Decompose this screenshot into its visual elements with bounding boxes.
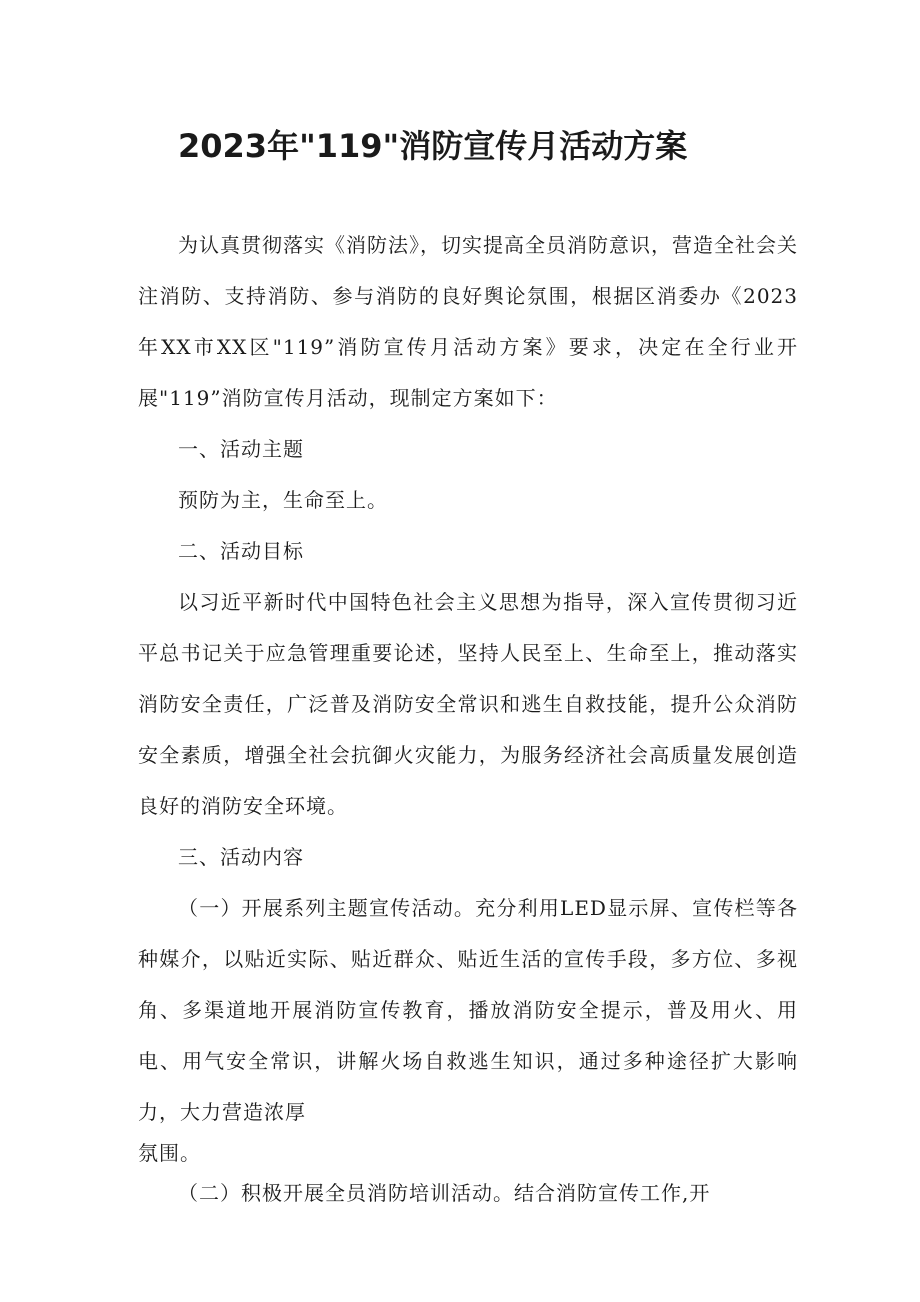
intro-paragraph: 为认真贯彻落实《消防法》，切实提高全员消防意识，营造全社会关注消防、支持消防、参与消防的良好舆论氛围，根据区消委办《2023年XX市XX区"119”消防宣传月活动方案》要求，决定在全行业开展"119”消防宣传月活动，现制定方案如下： [138,233,798,410]
document-body [138,220,798,1219]
section-heading-content: 三、活动内容 [178,845,304,869]
section-heading-theme: 一、活动主题 [178,437,304,461]
document-title: 2023年"119"消防宣传月活动方案 [178,127,688,165]
content-item-2-paragraph: （二）积极开展全员消防培训活动。结合消防宣传工作,开 [178,1181,711,1205]
theme-paragraph: 预防为主，生命至上。 [178,488,388,512]
section-heading-goals: 二、活动目标 [178,539,304,563]
content-item-1-tail: 氛围。 [138,1141,201,1165]
content-item-1-paragraph: （一）开展系列主题宣传活动。充分利用LED显示屏、宣传栏等各种媒介，以贴近实际、贴近群众、贴近生活的宣传手段，多方位、多视角、多渠道地开展消防宣传教育，播放消防安全提示，普及用火、用电、用气安全常识，讲解火场自救逃生知识，通过多种途径扩大影响力，大力营造浓厚 [138,896,798,1124]
goals-paragraph: 以习近平新时代中国特色社会主义思想为指导，深入宣传贯彻习近平总书记关于应急管理重要论述，坚持人民至上、生命至上，推动落实消防安全责任，广泛普及消防安全常识和逃生自救技能，提升公众消防安全素质，增强全社会抗御火灾能力，为服务经济社会高质量发展创造良好的消防安全环境。 [138,590,798,818]
